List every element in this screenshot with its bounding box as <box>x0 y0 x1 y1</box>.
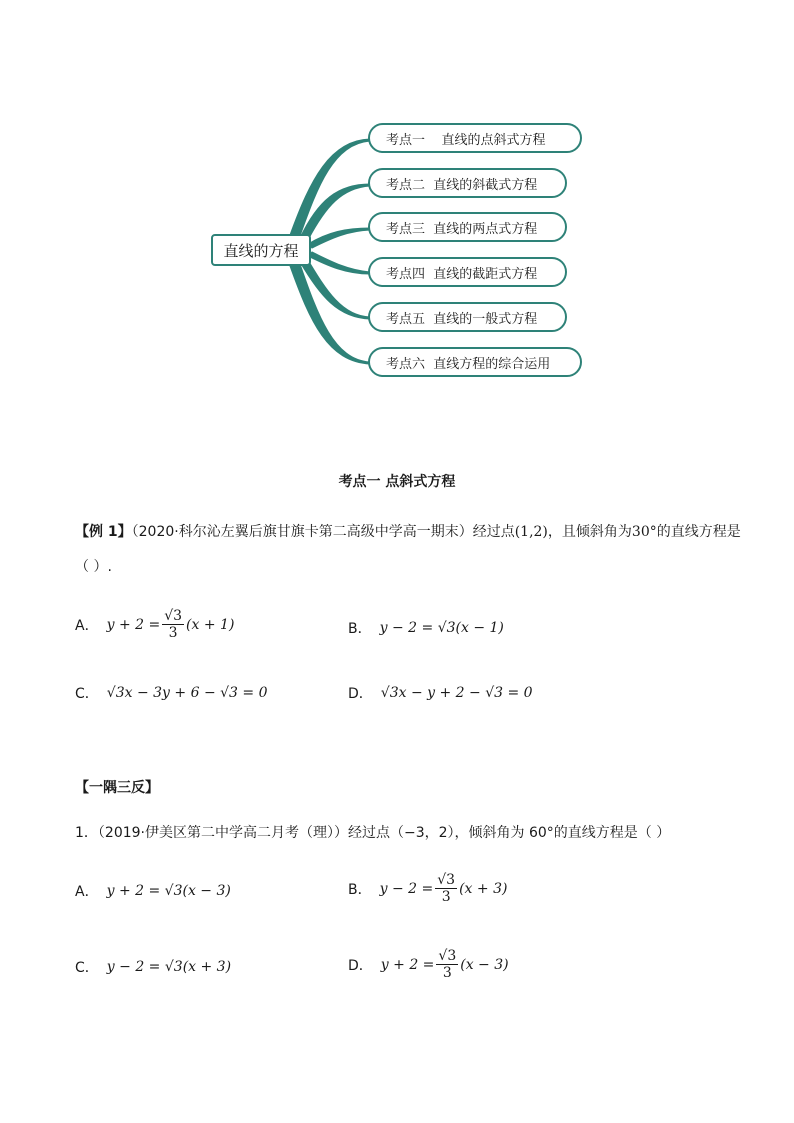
question-1-option-d: D． y + 2 = $\frac{√3}{3}$ (x − 3) <box>348 948 509 981</box>
question-1-option-b: B． y − 2 = $\frac{√3}{3}$ (x + 3) <box>348 872 508 905</box>
mind-map-connectors <box>0 0 794 400</box>
branch-node-3: 考点三 直线的两点式方程 <box>368 212 567 242</box>
example-label: 【例 1】 <box>75 524 132 540</box>
question-1-option-c: C． y − 2 = √3(x + 3) <box>75 959 232 976</box>
question-1-option-a: A． y + 2 = √3(x − 3) <box>75 883 231 900</box>
question-1-stem: 1．（2019·伊美区第二中学高二月考（理））经过点（−3，2），倾斜角为 60°的直线方程是（ ） <box>75 825 671 841</box>
practice-title: 【一隅三反】 <box>75 780 159 796</box>
connector-3 <box>308 228 370 248</box>
example-1-option-d: D． √3x − y + 2 − √3 = 0 <box>348 685 533 702</box>
branch-node-6: 考点六 直线方程的综合运用 <box>368 347 582 377</box>
branch-node-2: 考点二 直线的斜截式方程 <box>368 168 567 198</box>
branch-node-5: 考点五 直线的一般式方程 <box>368 302 567 332</box>
fraction: $\frac{√3}{3}$ <box>438 948 457 981</box>
example-1-stem: 【例 1】（2020·科尔沁左翼后旗甘旗卡第二高级中学高一期末）经过点(1,2)，且倾斜角为30°的直线方程是 <box>75 524 741 540</box>
branch-node-4: 考点四 直线的截距式方程 <box>368 257 567 287</box>
section-title: 考点一 点斜式方程 <box>338 474 456 490</box>
fraction: $\frac{√3}{3}$ <box>164 608 183 641</box>
angle-value: 30° <box>631 524 657 540</box>
example-1-answer-paren: （ ）. <box>75 559 112 575</box>
example-1-option-c: C． √3x − 3y + 6 − √3 = 0 <box>75 685 268 702</box>
point-value: (1,2) <box>514 524 548 540</box>
connector-6 <box>290 264 370 364</box>
branch-node-1: 考点一 直线的点斜式方程 <box>368 123 582 153</box>
fraction: $\frac{√3}{3}$ <box>437 872 456 905</box>
mind-map <box>0 0 794 400</box>
example-1-option-a: A． y + 2 = $\frac{√3}{3}$ (x + 1) <box>75 608 235 641</box>
connector-4 <box>308 252 370 274</box>
example-1-option-b: B． y − 2 = √3(x − 1) <box>348 620 504 637</box>
mind-map-root: 直线的方程 <box>211 234 311 266</box>
